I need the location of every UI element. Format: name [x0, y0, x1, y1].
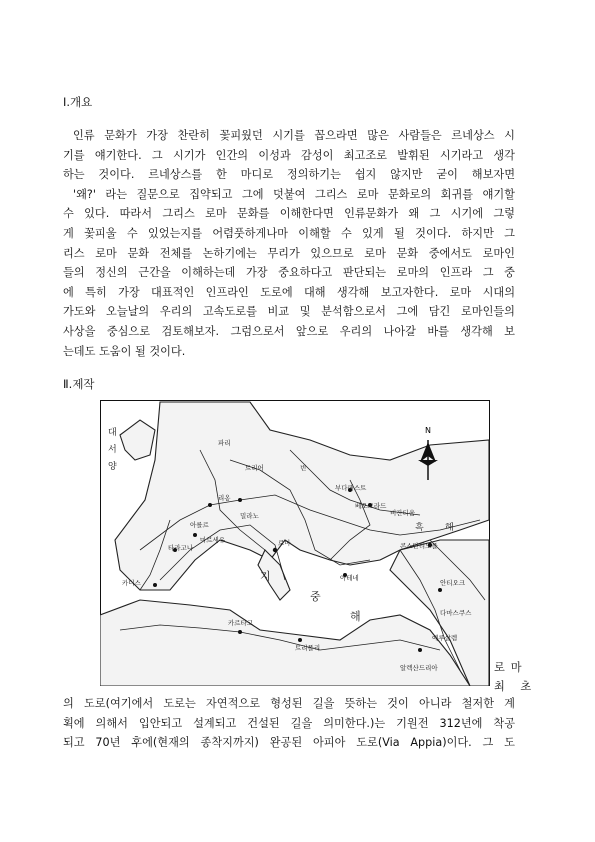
city-label: 부다페스트: [335, 484, 367, 492]
city-label: 예루살렘: [432, 634, 458, 642]
paragraph-line: 기를 얘기한다. 그 시기가 인간의 이성과 감성이 최고조로 발휘된 시기라고 생각: [63, 148, 515, 162]
city-label: 베오그라드: [355, 502, 387, 510]
city-label: 다마스쿠스: [440, 609, 472, 617]
city-label: 리옹: [218, 494, 231, 502]
paragraph-line: 획에 의해서 입안되고 설계되고 건설된 길을 의미한다.)는 기원전 312년에 착공: [63, 716, 515, 730]
city-label: 빈: [300, 464, 307, 472]
side-text-line: 최 초: [494, 680, 538, 693]
sea-label: 흑: [415, 523, 424, 533]
sea-label: 해: [350, 610, 361, 623]
paragraph-line: 인류 문화가 가장 찬란히 꽃피웠던 시기를 꼽으라면 많은 사람들은 르네상스 시: [73, 129, 515, 142]
city-label: 카르타고: [228, 619, 254, 627]
paragraph-line: 들의 정신의 근간을 이해하는데 가장 중요하다고 판단되는 로마의 인프라 그 중: [63, 266, 515, 280]
city-label: 트리어: [245, 464, 264, 472]
paragraph-line: 에 특히 가장 대표적인 인프라인 도로에 대해 생각해 보고자한다. 로마 시대의: [63, 285, 515, 299]
city-label: 콘스탄티노플: [400, 542, 438, 550]
paragraph-line: 리스 로마 문화 전체를 논하기에는 무리가 있으므로 로마 문화 중에서도 로마인: [63, 246, 515, 260]
city-label: 아를르: [190, 521, 209, 529]
city-label: 파리: [218, 439, 231, 447]
section1-heading: Ⅰ.개요: [63, 95, 93, 109]
city-label: 아테네: [340, 574, 359, 582]
paragraph-line: 하는 것이다. 르네상스를 한 마디로 정의하기는 쉽지 않지만 굳이 해보자면: [63, 168, 515, 182]
city-label: 로마: [278, 539, 291, 547]
city-label: 트리폴리: [295, 644, 321, 652]
paragraph-line: 는데도 도움이 될 것이다.: [63, 344, 186, 358]
sea-label: 서: [108, 445, 117, 455]
section2-heading: Ⅱ.제작: [63, 377, 95, 391]
city-label: 비잔티움: [390, 509, 416, 517]
paragraph-line: 의 도로(여기에서 도로는 자연적으로 형성된 길을 뜻하는 것이 아니라 철저한 계: [63, 697, 515, 710]
sea-label: 대: [108, 428, 117, 438]
city-label: 마르세유: [200, 536, 226, 544]
paragraph-line: 수 있다. 따라서 그리스 로마 문화를 이해한다면 인류문화가 왜 그 시기에 그렇: [63, 207, 515, 221]
paragraph-line: 게 꽃피울 수 있었는지를 어렴풋하게나마 이해할 수 있게 될 것이다. 하지만 그: [63, 226, 515, 240]
sea-label: 해: [445, 523, 454, 533]
section2-paragraph: [63, 694, 515, 753]
city-label: 카디스: [122, 579, 141, 587]
section1-paragraph: [63, 126, 515, 361]
paragraph-line: '왜?' 라는 질문으로 집약되고 그에 덧붙여 그리스 로마 문화로의 회귀를 얘기할: [73, 187, 515, 201]
sea-label: 지: [260, 570, 271, 583]
city-label: 밀라노: [240, 512, 259, 520]
city-label: 알렉산드리아: [400, 664, 438, 672]
paragraph-line: 사상을 중심으로 검토해보자. 그럼으로서 앞으로 우리의 나아갈 바를 생각해 보: [63, 324, 515, 338]
roman-roads-map: [100, 400, 490, 686]
city-label: 안티오크: [440, 579, 466, 587]
city-label: 타라고나: [168, 544, 194, 552]
paragraph-line: 되고 70년 후에(현재의 종착지까지) 완공된 아피아 도로(Via Appia)이다. 그 도: [63, 736, 515, 750]
sea-label: 양: [108, 462, 117, 472]
sea-label: 중: [310, 590, 321, 603]
side-text-line: 로마: [494, 661, 528, 674]
north-label: N: [425, 426, 431, 435]
paragraph-line: 가도와 오늘날의 우리의 고속도로를 비교 및 분석함으로서 그에 담긴 로마인들의: [63, 305, 515, 319]
